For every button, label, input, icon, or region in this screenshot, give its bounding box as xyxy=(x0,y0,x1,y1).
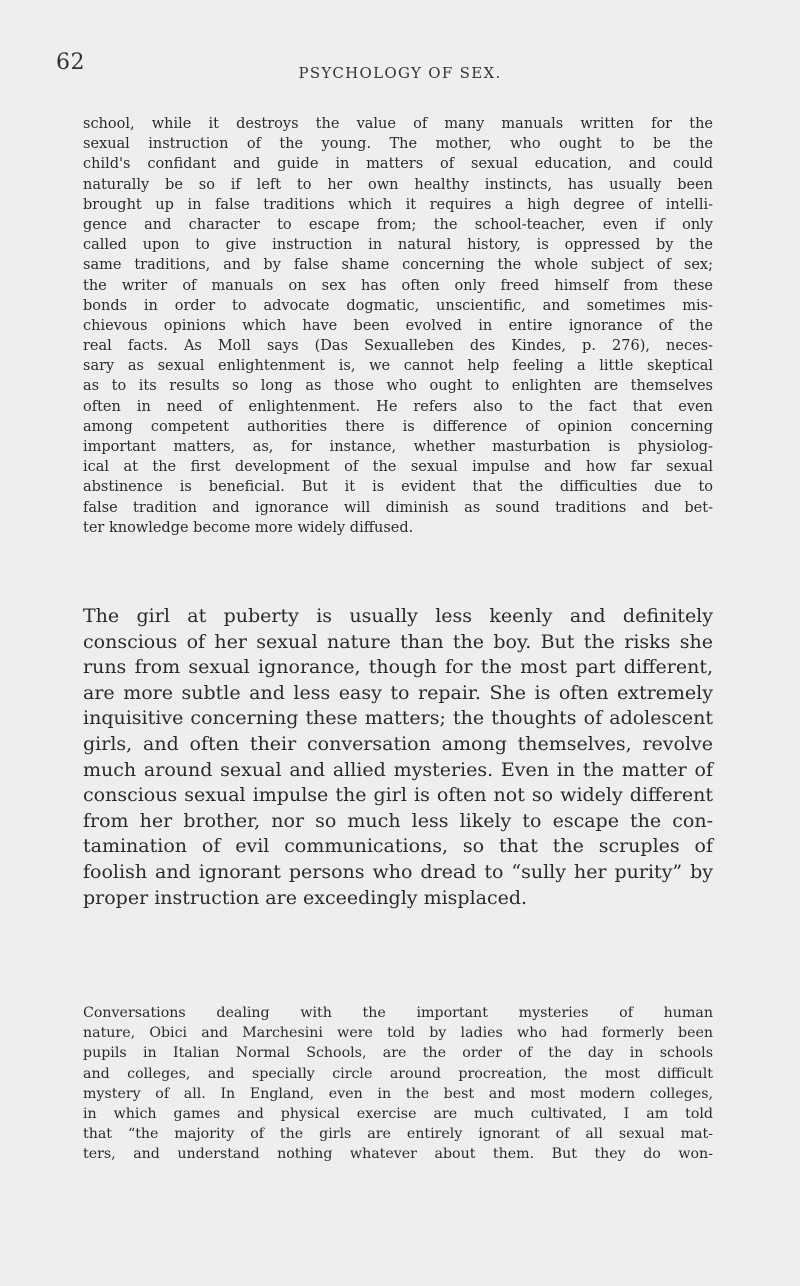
text-line: often in need of enlightenment. He refers also to the fact that even xyxy=(83,398,713,415)
text-line: brought up in false traditions which it requires a high degree of intelli- xyxy=(83,196,713,213)
text-line: are more subtle and less easy to repair. She is often extremely xyxy=(83,681,713,704)
text-line: Conversations dealing with the important mysteries of human xyxy=(83,1005,713,1021)
text-line: nature, Obici and Marchesini were told by ladies who had formerly been xyxy=(83,1025,713,1042)
text-line: same traditions, and by false shame concerning the whole subject of sex; xyxy=(83,257,713,274)
text-line: real facts. As Moll says (Das Sexualleben des Kindes, p. 276), neces- xyxy=(83,338,713,355)
text-line: in which games and physical exercise are much cultivated, I am told xyxy=(83,1105,713,1122)
text-line: and colleges, and specially circle around procreation, the most difficult xyxy=(83,1065,713,1082)
text-line: school, while it destroys the value of many manuals written for the xyxy=(83,116,713,132)
text-line: mystery of all. In England, even in the best and most modern colleges, xyxy=(83,1085,713,1102)
text-line: bonds in order to advocate dogmatic, unscientific, and sometimes mis- xyxy=(83,297,713,314)
text-line: The girl at puberty is usually less keenly and definitely xyxy=(83,605,713,627)
text-line: proper instruction are exceedingly misplaced. xyxy=(83,886,528,909)
paragraph-3 xyxy=(83,1003,713,1165)
text-line: ter knowledge become more widely diffused. xyxy=(83,519,414,536)
text-line: false tradition and ignorance will diminish as sound traditions and bet- xyxy=(83,499,713,516)
text-line: sary as sexual enlightenment is, we cannot help feeling a little skeptical xyxy=(83,358,713,375)
paragraph-2 xyxy=(83,604,713,911)
text-line: girls, and often their conversation among themselves, revolve xyxy=(83,732,713,755)
text-line: naturally be so if left to her own healthy instincts, has usually been xyxy=(83,176,713,193)
text-line: called upon to give instruction in natural history, is oppressed by the xyxy=(83,237,713,254)
text-line: runs from sexual ignorance, though for the most part different, xyxy=(83,656,713,679)
text-line: ical at the first development of the sexual impulse and how far sexual xyxy=(83,459,713,476)
text-line: conscious of her sexual nature than the boy. But the risks she xyxy=(83,630,713,653)
text-line: inquisitive concerning these matters; the thoughts of adolescent xyxy=(83,707,713,730)
text-line: foolish and ignorant persons who dread to “sully her purity” by xyxy=(83,860,713,883)
running-head: PSYCHOLOGY OF SEX. xyxy=(298,64,502,82)
text-line: gence and character to escape from; the school-teacher, even if only xyxy=(83,216,713,233)
text-line: that “the majority of the girls are entirely ignorant of all sexual mat- xyxy=(83,1126,713,1143)
page-number: 62 xyxy=(56,50,85,75)
text-line: pupils in Italian Normal Schools, are the order of the day in schools xyxy=(83,1045,713,1062)
text-line: tamination of evil communications, so that the scruples of xyxy=(83,835,713,858)
text-line: important matters, as, for instance, whether masturbation is physiolog- xyxy=(83,439,713,455)
text-line: child's confidant and guide in matters of sexual education, and could xyxy=(83,156,713,173)
text-line: as to its results so long as those who ought to enlighten are themselves xyxy=(83,378,713,395)
text-line: ters, and understand nothing whatever about them. But they do won- xyxy=(83,1146,713,1163)
text-line: among competent authorities there is difference of opinion concerning xyxy=(83,418,713,435)
text-line: much around sexual and allied mysteries. Even in the matter of xyxy=(83,758,713,781)
text-line: sexual instruction of the young. The mother, who ought to be the xyxy=(83,136,713,153)
text-line: the writer of manuals on sex has often only freed himself from these xyxy=(83,277,713,294)
paragraph-1 xyxy=(83,114,713,538)
text-line: abstinence is beneficial. But it is evident that the difficulties due to xyxy=(83,479,713,496)
text-line: conscious sexual impulse the girl is often not so widely different xyxy=(83,784,713,807)
text-line: from her brother, nor so much less likely to escape the con- xyxy=(83,809,713,832)
text-line: chievous opinions which have been evolved in entire ignorance of the xyxy=(83,317,713,334)
